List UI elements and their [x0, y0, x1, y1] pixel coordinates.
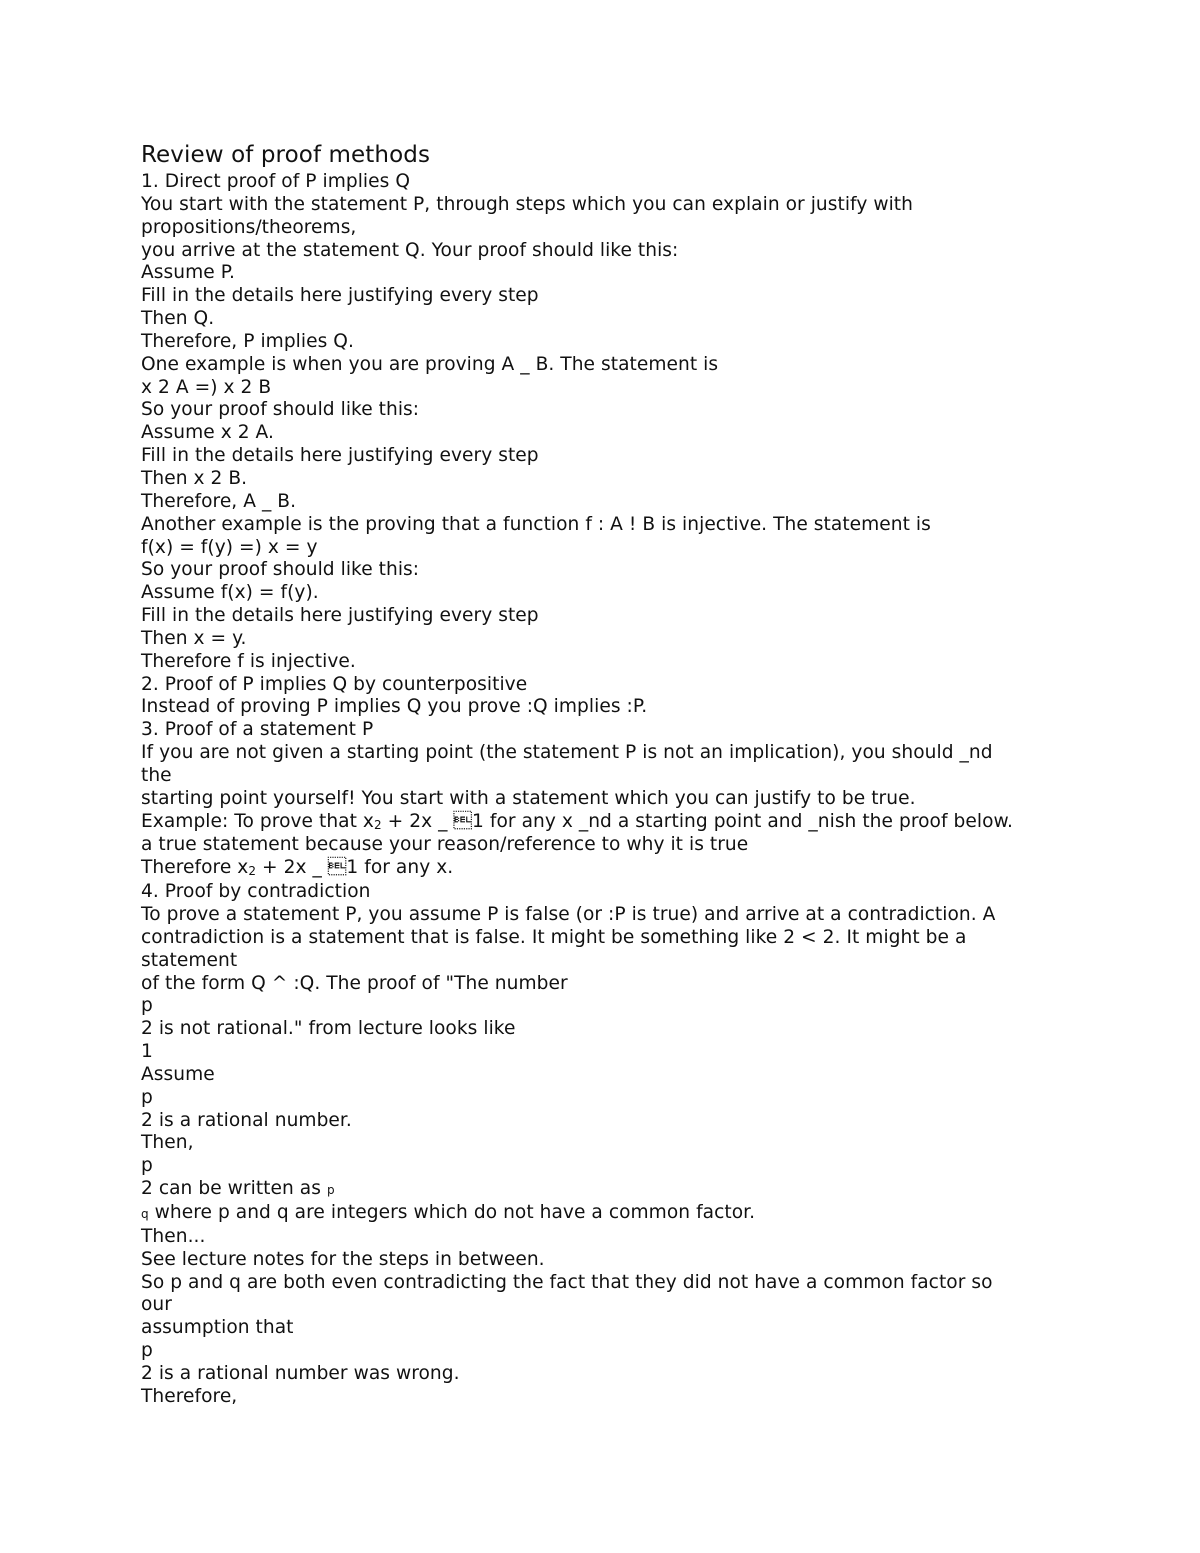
- section-statement-proof: [141, 719, 1071, 881]
- where-line: [141, 1202, 1071, 1226]
- text-line: Assume P.: [141, 262, 236, 284]
- written-as-text: 2 can be written as: [141, 1178, 327, 1200]
- text-line: Assume f(x) = f(y).: [141, 582, 319, 604]
- text-line: Then Q.: [141, 308, 215, 330]
- therefore-text-b: + 2x _ 1 for any x.: [256, 857, 454, 879]
- text-line: One example is when you are proving A _ B. The statement is: [141, 353, 719, 375]
- text-line: So your proof should like this:: [141, 559, 420, 581]
- written-as-line: [141, 1178, 1071, 1202]
- text-line: Therefore,: [141, 1385, 238, 1407]
- text-line: 1. Direct proof of P implies Q: [141, 171, 411, 192]
- text-line: you arrive at the statement Q. Your proof should like this:: [141, 239, 679, 261]
- text-line: Then...: [141, 1225, 206, 1247]
- text-line: Assume x 2 A.: [141, 422, 274, 444]
- text-line: a true statement because your reason/reference to why it is true: [141, 834, 749, 856]
- text-line: Fill in the details here justifying every step: [141, 285, 539, 307]
- text-line: If you are not given a starting point (the statement P is not an implication), you should _nd: [141, 742, 993, 764]
- document-page: [141, 140, 1071, 1409]
- text-line: 2 is a rational number.: [141, 1109, 352, 1131]
- text-line: Therefore, P implies Q.: [141, 330, 354, 352]
- text-line: Then x 2 B.: [141, 467, 248, 489]
- where-text: where p and q are integers which do not have a common factor.: [148, 1201, 756, 1223]
- text-line: assumption that: [141, 1317, 294, 1339]
- text-line: So your proof should like this:: [141, 399, 420, 421]
- text-line: Fill in the details here justifying every step: [141, 445, 539, 467]
- text-line: p: [141, 1086, 153, 1108]
- fraction-numerator: p: [326, 1183, 335, 1198]
- text-line: of the form Q ^ :Q. The proof of "The number: [141, 972, 568, 994]
- text-line: 1: [141, 1041, 153, 1063]
- text-line: Then,: [141, 1132, 194, 1154]
- text-line: Therefore, A _ B.: [141, 490, 297, 512]
- section-contradiction: [141, 881, 1071, 1408]
- text-line: the: [141, 764, 172, 786]
- text-line: You start with the statement P, through steps which you can explain or justify with: [141, 193, 913, 215]
- therefore-text-a: Therefore x: [141, 857, 249, 879]
- section-direct-proof: [141, 171, 1071, 674]
- text-line: p: [141, 995, 153, 1017]
- text-line: 2 is not rational." from lecture looks like: [141, 1018, 516, 1040]
- text-line: p: [141, 1155, 153, 1177]
- text-line: So p and q are both even contradicting the fact that they did not have a common factor so: [141, 1271, 993, 1293]
- therefore-line: [141, 857, 1071, 881]
- text-line: 2 is a rational number was wrong.: [141, 1362, 460, 1384]
- text-line: 4. Proof by contradiction: [141, 881, 371, 903]
- text-line: Therefore f is injective.: [141, 650, 356, 672]
- text-line: contradiction is a statement that is false. It might be something like 2 < 2. It might be a: [141, 926, 967, 948]
- text-line: 3. Proof of a statement P: [141, 719, 374, 741]
- text-line: Then x = y.: [141, 627, 247, 649]
- exponent: 2: [373, 817, 382, 832]
- text-line: propositions/theorems,: [141, 216, 357, 238]
- text-line: See lecture notes for the steps in between.: [141, 1248, 545, 1270]
- document-title: Review of proof methods: [141, 142, 431, 168]
- text-line: f(x) = f(y) =) x = y: [141, 536, 318, 558]
- text-line: 2. Proof of P implies Q by counterpositive: [141, 673, 528, 695]
- text-line: To prove a statement P, you assume P is false (or :P is true) and arrive at a contradiction. A: [141, 904, 996, 925]
- fraction-denominator: q: [141, 1206, 149, 1221]
- section-counterpositive: [141, 674, 1071, 720]
- text-line: Instead of proving P implies Q you prove :Q implies :P.: [141, 696, 648, 718]
- example-text-a: Example: To prove that x: [141, 810, 374, 832]
- exponent: 2: [248, 864, 257, 879]
- text-line: Fill in the details here justifying every step: [141, 605, 539, 627]
- text-line: Assume: [141, 1063, 215, 1085]
- text-line: Another example is the proving that a function f : A ! B is injective. The statement is: [141, 513, 931, 535]
- text-line: our: [141, 1294, 172, 1316]
- example-text-b: + 2x _ 1 for any x _nd a starting point and _nish the proof below.: [381, 810, 1014, 832]
- text-line: x 2 A =) x 2 B: [141, 376, 272, 398]
- text-line: statement: [141, 949, 238, 971]
- example-line: [141, 811, 1071, 835]
- text-line: p: [141, 1340, 153, 1362]
- text-line: starting point yourself! You start with a statement which you can justify to be true.: [141, 787, 916, 809]
